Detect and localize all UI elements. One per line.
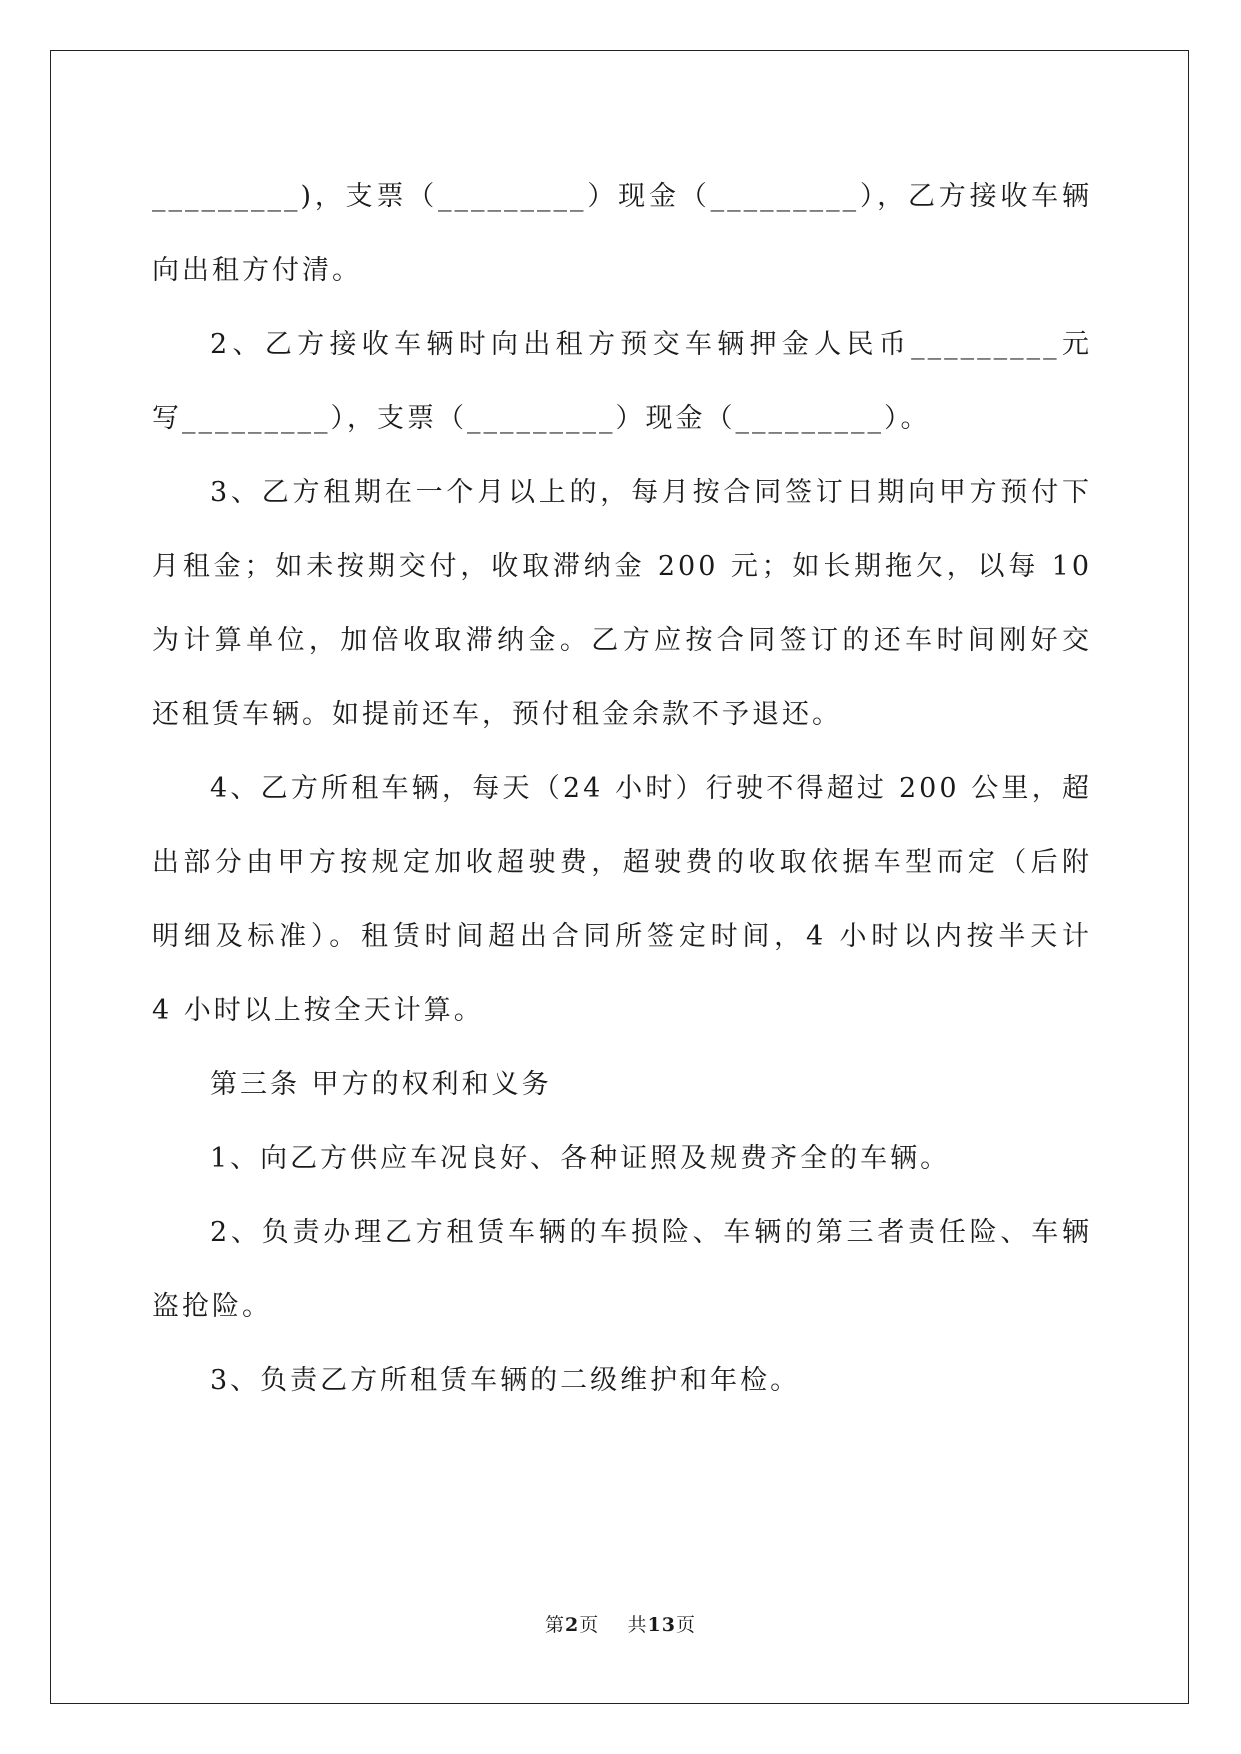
- paragraph-line: 4 小时以上按全天计算。: [152, 995, 484, 1026]
- section-heading: 第三条 甲方的权利和义务: [210, 1069, 552, 1100]
- page-number: 2: [565, 1614, 580, 1636]
- paragraph-line: 月租金；如未按期交付，收取滞纳金 200 元；如长期拖欠，以每 10: [152, 551, 1092, 582]
- paragraph-line: 2、乙方接收车辆时向出租方预交车辆押金人民币_________元: [210, 329, 1092, 360]
- total-prefix: 共: [627, 1614, 648, 1636]
- paragraph-line: 2、负责办理乙方租赁车辆的车损险、车辆的第三者责任险、车辆: [210, 1217, 1092, 1248]
- paragraph-line: 向出租方付清。: [152, 255, 362, 286]
- paragraph-line: 盗抢险。: [152, 1291, 272, 1322]
- paragraph-line: 明细及标准）。租赁时间超出合同所签定时间，4 小时以内按半天计: [152, 921, 1092, 952]
- paragraph-line: 4、乙方所租车辆，每天（24 小时）行驶不得超过 200 公里，超: [210, 773, 1092, 804]
- page-footer: [0, 1610, 1241, 1637]
- paragraph-line: 写_________），支票（_________）现金（_________）。: [152, 403, 931, 434]
- total-suffix: 页: [675, 1614, 696, 1636]
- page-suffix: 页: [579, 1614, 600, 1636]
- paragraph-line: 3、负责乙方所租赁车辆的二级维护和年检。: [210, 1365, 801, 1396]
- paragraph-line: 出部分由甲方按规定加收超驶费，超驶费的收取依据车型而定（后附: [152, 847, 1092, 878]
- page-prefix: 第: [545, 1614, 566, 1636]
- paragraph-line: 为计算单位，加倍收取滞纳金。乙方应按合同签订的还车时间刚好交: [152, 625, 1092, 656]
- paragraph-line: 还租赁车辆。如提前还车，预付租金余款不予退还。: [152, 699, 842, 730]
- total-pages: 13: [647, 1614, 676, 1636]
- paragraph-line: 3、乙方租期在一个月以上的，每月按合同签订日期向甲方预付下: [210, 477, 1092, 508]
- paragraph-line: 1、向乙方供应车况良好、各种证照及规费齐全的车辆。: [210, 1143, 951, 1174]
- document-body: [152, 160, 1092, 1418]
- paragraph-line: _________)，支票（_________）现金（_________），乙方接收车辆: [152, 181, 1092, 212]
